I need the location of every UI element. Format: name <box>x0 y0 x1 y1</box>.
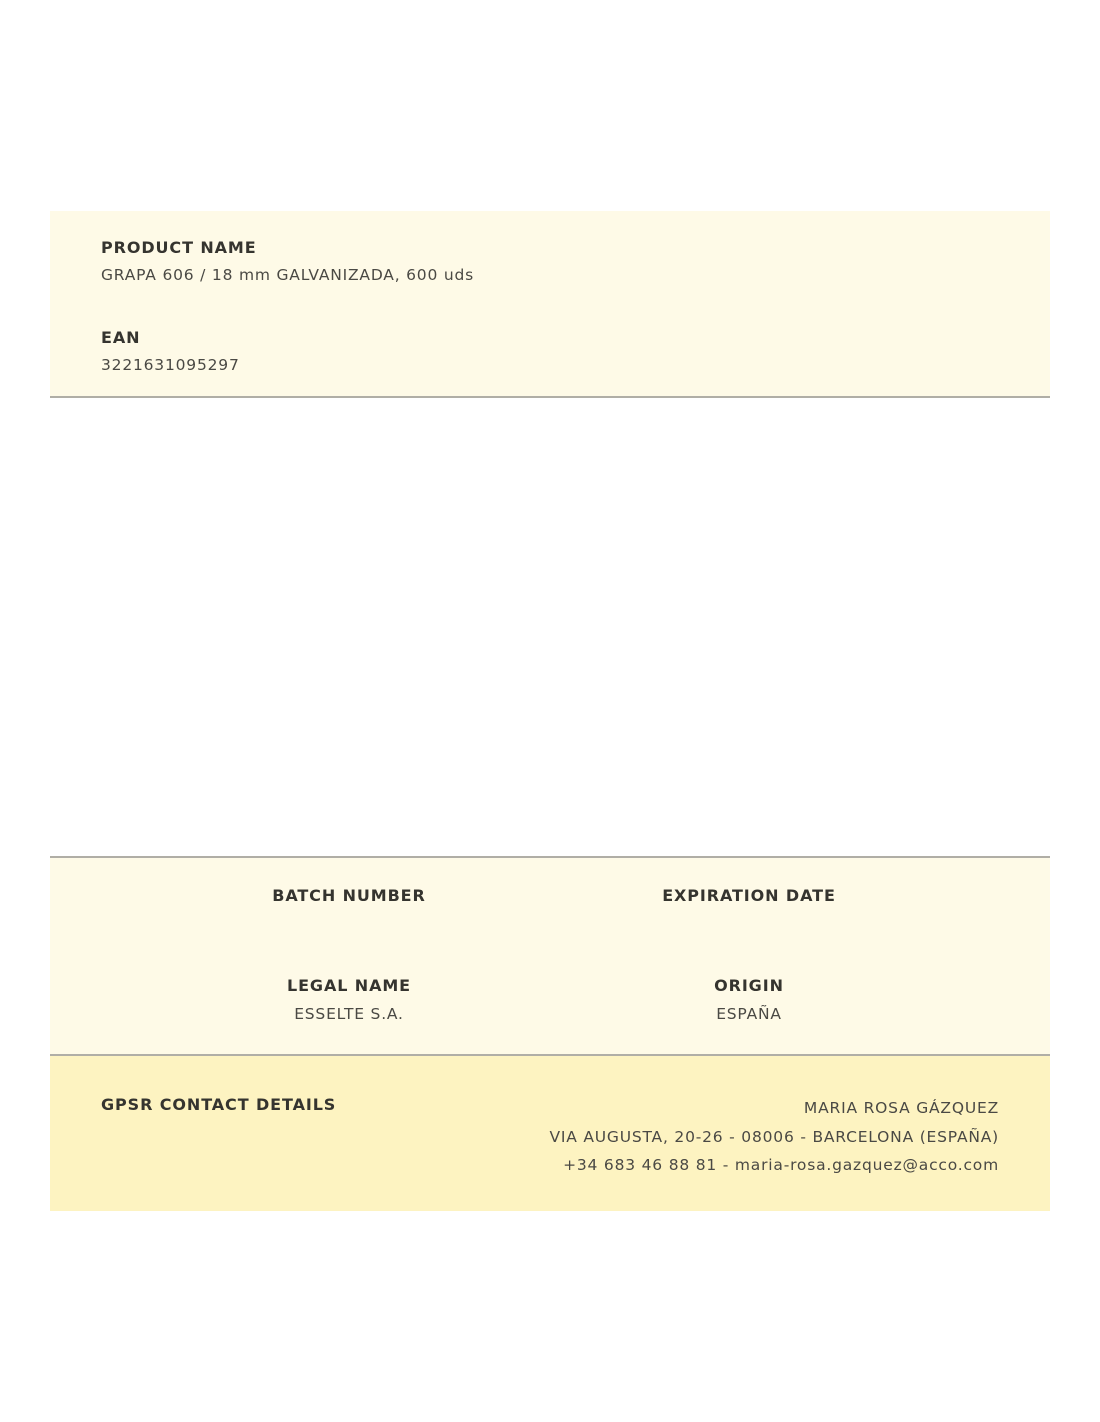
legal-name-value: ESSELTE S.A. <box>294 1005 404 1023</box>
batch-details-section <box>50 856 1050 1056</box>
product-name-value: GRAPA 606 / 18 mm GALVANIZADA, 600 uds <box>101 266 474 284</box>
gpsr-contact-details <box>549 1094 999 1180</box>
expiration-date-field <box>549 886 949 915</box>
contact-address: VIA AUGUSTA, 20-26 - 08006 - BARCELONA (ESPAÑA) <box>549 1127 999 1146</box>
origin-value: ESPAÑA <box>716 1005 782 1023</box>
origin-field <box>549 976 949 1023</box>
product-info-section <box>50 211 1050 398</box>
ean-label: EAN <box>101 328 141 347</box>
expiration-date-label: EXPIRATION DATE <box>662 886 836 905</box>
legal-name-field <box>149 976 549 1023</box>
contact-name: MARIA ROSA GÁZQUEZ <box>803 1099 999 1117</box>
origin-label: ORIGIN <box>714 976 784 995</box>
contact-phone-email: +34 683 46 88 81 - maria-rosa.gazquez@acco.com <box>563 1156 999 1174</box>
ean-field <box>101 328 240 374</box>
gpsr-contact-label: GPSR CONTACT DETAILS <box>101 1095 337 1114</box>
legal-name-label: LEGAL NAME <box>286 976 412 995</box>
product-name-label: PRODUCT NAME <box>101 238 257 257</box>
ean-value: 3221631095297 <box>101 356 240 374</box>
batch-number-field <box>149 886 549 915</box>
batch-number-label: BATCH NUMBER <box>272 886 426 905</box>
product-name-field <box>101 238 474 284</box>
gpsr-contact-section <box>50 1056 1050 1211</box>
